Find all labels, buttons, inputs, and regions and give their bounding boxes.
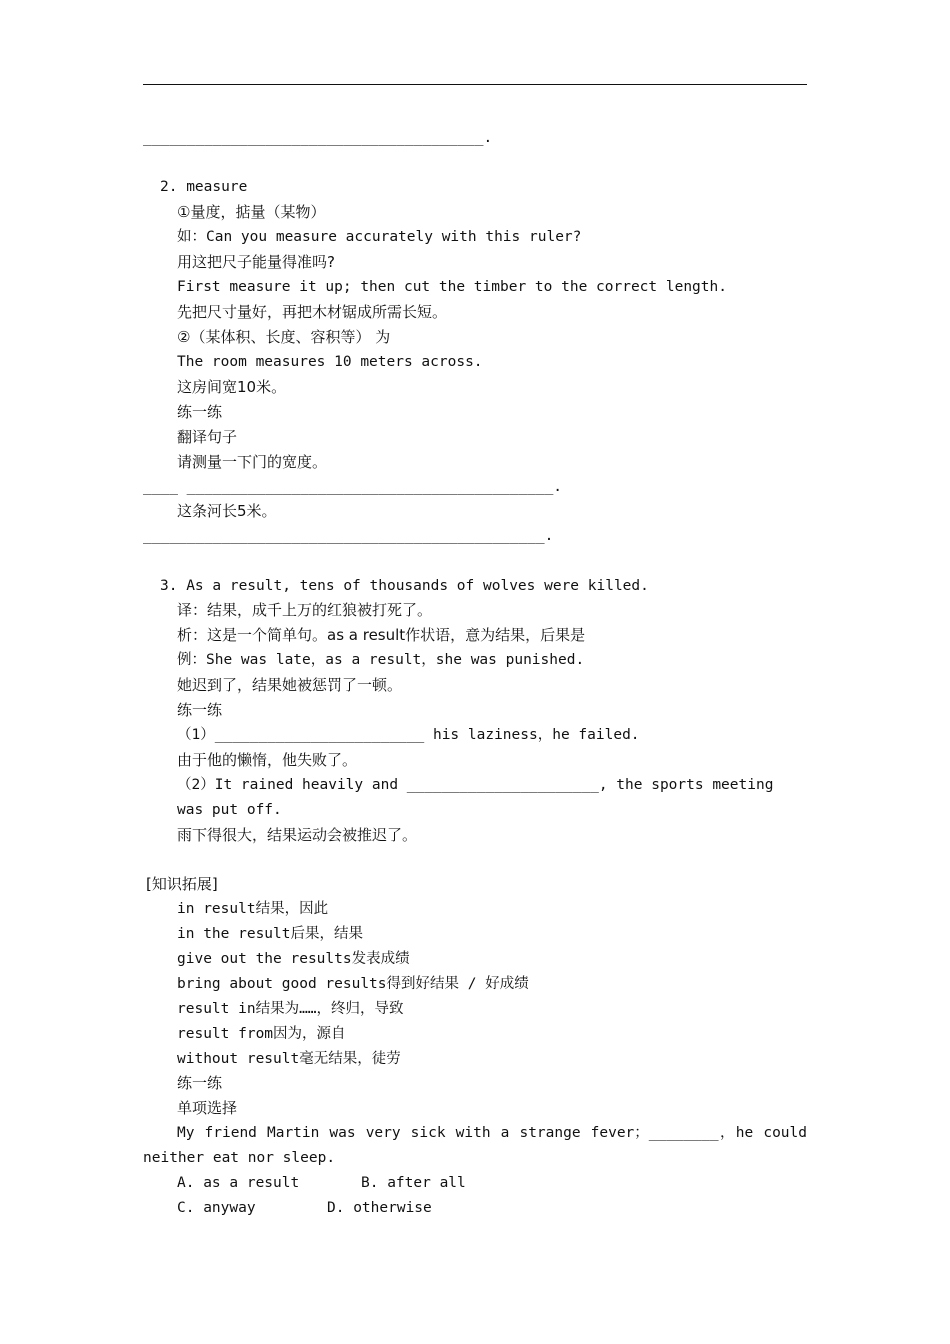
choice-question-cont: neither eat nor sleep. [143,1150,336,1166]
extension-item: without result毫无结果，徒劳 [177,1051,401,1067]
example-cn: 用这把尺子能量得准吗? [177,253,335,271]
choice-question: My friend Martin was very sick with a strange fever；________，he could [177,1125,807,1141]
item-heading: 2. measure [160,179,248,195]
practice-question[interactable]: （2）It rained heavily and ______________________, the sports meeting [177,777,774,793]
practice-label: 练一练 [177,403,223,421]
question-cn: 这条河长5米。 [177,502,277,520]
extension-heading: [知识拓展] [146,875,218,893]
translate-label: 翻译句子 [177,428,238,446]
example-cn: 先把尺寸量好，再把木材锯成所需长短。 [177,303,448,321]
translation-line: 译：结果，成千上万的红狼被打死了。 [177,601,433,619]
question-cn: 雨下得很大，结果运动会被推迟了。 [177,826,418,844]
example-en: 例：She was late，as a result，she was punished. [177,652,585,668]
sense-one: ①量度，掂量（某物） [177,203,326,221]
option-b[interactable]: B. after all [361,1175,466,1191]
practice-question[interactable]: （1）________________________ his laziness，he failed. [177,727,640,743]
extension-item: in result结果，因此 [177,901,329,917]
example-en: First measure it up; then cut the timber to the correct length. [177,279,727,295]
answer-blank-line[interactable]: ____ __________________________________________. [143,479,563,495]
practice-label: 练一练 [177,701,223,719]
option-d[interactable]: D. otherwise [327,1200,432,1216]
header-rule [143,84,807,85]
analysis-line: 析：这是一个简单句。as a result作状语，意为结果，后果是 [177,626,586,644]
extension-item: result from因为，源自 [177,1026,346,1042]
extension-item: result in结果为……，终归，导致 [177,1001,404,1017]
item-heading: 3. As a result, tens of thousands of wolves were killed. [160,578,649,594]
choice-title: 单项选择 [177,1099,238,1117]
example-cn: 这房间宽10米。 [177,378,287,396]
answer-blank-line: _______________________________________. [143,130,493,146]
example-en: 如：Can you measure accurately with this ruler? [177,229,582,245]
option-a[interactable]: A. as a result [177,1175,300,1191]
question-cn: 请测量一下门的宽度。 [177,453,328,471]
practice-label: 练一练 [177,1074,223,1092]
example-cn: 她迟到了，结果她被惩罚了一顿。 [177,676,403,694]
sense-two: ②（某体积、长度、容积等） 为 [177,328,391,346]
extension-item: give out the results发表成绩 [177,951,410,967]
option-c[interactable]: C. anyway [177,1200,256,1216]
extension-item: bring about good results得到好结果 / 好成绩 [177,976,529,992]
practice-question-cont: was put off. [177,802,282,818]
question-cn: 由于他的懒惰，他失败了。 [177,751,358,769]
extension-item: in the result后果，结果 [177,926,363,942]
example-en: The room measures 10 meters across. [177,354,483,370]
answer-blank-line[interactable]: ______________________________________________. [143,528,554,544]
